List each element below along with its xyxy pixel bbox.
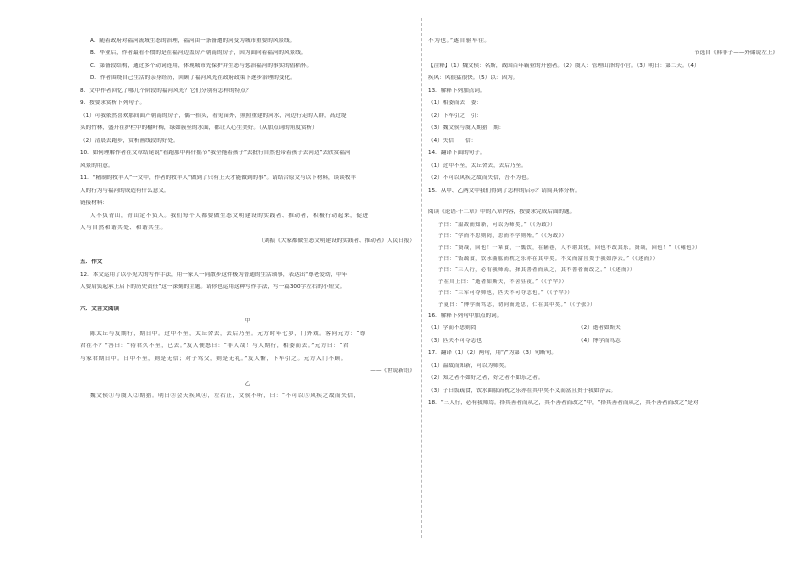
question-11-line-2: 人的行为与福河的成造有什么意义。 [80, 187, 170, 194]
text-jia-line-1: 陈太丘与友期行，期日中。过中不至，太丘舍去，去后乃至。元方时年七岁，门外戏。客问元方：“尊 [90, 330, 366, 337]
question-9: 9．按要求赏析下列句子。 [80, 100, 146, 107]
question-16-item-1: （1）学而不思则罔 [428, 325, 477, 332]
lunyu-item-7: 子曰：“三军可夺帅也，匹夫不可夺志也。”（《子罕》） [438, 290, 574, 297]
question-13-item-4: （4）失信 信： [428, 137, 477, 144]
text-yi-line-1: 魏文侯①与虞人②期猎。明日③会天疾风④，左右止，文侯不听，曰：“不可以⑤风疾之故而失信， [90, 393, 360, 400]
text-yi-source: 节选自《韩非子——外储说左上》 [694, 50, 778, 57]
lunyu-item-8: 子夏曰：“博学而笃志，切问而近思，仁在其中矣。”（《子张》） [438, 301, 596, 308]
question-16-row-1 [428, 325, 778, 332]
question-13-item-1: （1）相委而去 委： [428, 100, 482, 107]
section-6-heading: 六．文言文阅读 [80, 305, 120, 312]
question-16-item-4: （4）博学而笃志 [578, 337, 621, 344]
lunyu-item-6: 子在川上曰：“逝者如斯夫，不舍昼夜。”（《子罕》） [438, 278, 568, 285]
option-d: D．作者围绕自己生活的亲身经历，回顾了福河风光在政府政策下逐步治理的变化。 [90, 75, 296, 82]
page-fold-line [421, 18, 422, 538]
question-17-item-2: （2）知之者不如好之者，好之者不如乐之者。 [428, 375, 544, 382]
text-jia-line-2: 君在不？”答曰：“待君久不至，已去。”友人便怒曰：“非人哉！与人期行，相委而去。”元方曰：“君 [80, 343, 350, 350]
question-12-line-1: 12．本文运用了以小见大的写作手法，用一家人一同散步这件极为普通的生活琐事，表达出“尊老爱幼，中年 [80, 271, 348, 278]
question-9-part-2: （2）清晨去跑步，赏析画线段的好处。 [80, 137, 179, 144]
question-16-item-3: （3）匹夫不可夺志也 [428, 337, 482, 344]
material-label: 链接材料： [80, 200, 108, 207]
lunyu-intro: 阅读《论语·十二章》中的八章内容，按要求完成后面的题。 [428, 209, 576, 216]
text-jia-title: 甲 [244, 318, 251, 325]
notes-line-1: 【注释】（1）魏文侯：名斯，战国百年霸业的开创者。（2）虞人：管理山泽的小官。（3）明日：第二天。（4） [428, 62, 700, 69]
question-18: 18．“三人行，必有我师焉。择其善者而从之，其不善者而改之”中，“择其善者而从之，其不善者而改之”是对 [428, 400, 699, 407]
left-column [80, 38, 415, 406]
question-17: 17．翻译（1）（2）两句，用“/”为第（3）句断句。 [428, 350, 557, 357]
question-16-row-2 [428, 338, 778, 345]
question-10-line-1: 10．如何理解作者在文章结尾说“看跑那中再什摇节“我全拖着孩子”去批行自然也带着孩子去河边”去欣赏福河 [80, 150, 351, 157]
question-16: 16．解释下列句中加点的词。 [428, 312, 503, 319]
question-13-item-3: （3）魏文侯与虞人期猎 期： [428, 125, 505, 132]
lunyu-item-4: 子曰：“饭疏食，饮水曲肱而枕之乐亦在其中矣。不义而富且贵于我如浮云。”（《述而》） [438, 255, 659, 262]
option-b: B．毕业后，作者最看不惯的是在福河边盖房产朝南的房子，因为面向着福河的风景线。 [90, 50, 307, 57]
question-15: 15．从甲、乙两文中我们得到了怎样的启示？请简具体分析。 [428, 187, 581, 194]
question-14-item-1: （1）过中不至，太丘舍去，去后乃至。 [428, 162, 527, 169]
right-column [428, 38, 778, 413]
question-9-part-1-line-1: （1）可我依然喜欢那间面产朝南的房子，偶一抬头，看见亩外，照照重建的河水，河边行走的人群，高过堤 [80, 112, 347, 119]
option-c: C．第备段结构，通过多个动词连用，体现城市先保护并生态与惩治福河的事实的倡稻怀。 [90, 62, 313, 69]
notes-line-2: 疾风：风很猛很快。（5）以：因为。 [428, 75, 519, 82]
question-17-item-3: （3）子曰饭疏食，饮水曲肱而枕之乐亦在其中矣不义而富且贵于我如浮云。 [428, 387, 617, 394]
material-line-1: 人不负青山，青山定不负人。我们每个人都要做生态文明建设的实践者、推动者，积极行动起来，促进 [90, 212, 369, 219]
question-9-part-1-line-2: 头的竹林，盛开在护栏中的榆叶梅，绿如簇至的水面，都让人心生美好。（从加点词的角度赏析） [80, 125, 318, 132]
question-10-line-2: 风景的用意。 [80, 162, 114, 169]
text-jia-line-3: 与家君期日中。日中不至，则是无信；对子骂父，则是无礼。”友人惭，下车引之。元方入门不顾。 [80, 355, 347, 362]
text-yi-title: 乙 [244, 380, 251, 387]
option-a: A．随着政府对福河流域生态的治理，福河由一条备遭的河变为城市重要的风景线。 [90, 38, 296, 44]
question-14: 14．翻译下面的句子。 [428, 150, 486, 157]
question-16-item-2: （2）逝者如斯夫 [578, 325, 621, 332]
lunyu-item-1: 子曰：“温故而知新，可以为师矣。”（《为政》） [438, 221, 556, 228]
question-17-item-1: （1）温故而知新，可以为师矣。 [428, 362, 510, 369]
question-14-item-2: （2）不可以风疾之故而失信，吾不为也。 [428, 175, 533, 182]
lunyu-item-2: 子曰：“学而不思则罔，思而不学则殆。”（《为政》） [438, 233, 568, 240]
question-13-item-2: （2）下车引之 引： [428, 112, 482, 119]
question-8: 8．文中作者回忆了哪几个阶段的福河风光？它们分别有怎样的特点？ [80, 87, 252, 94]
question-12-line-2: 人要肩负起承上启下的历史责任”这一深刻的主题。请你也运用这种写作手法，写一篇300字左右的小短文。 [80, 284, 346, 291]
material-source: （刘振《大家都做生态文明建设的实践者、推动者》人民日报） [258, 237, 415, 244]
text-yi-line-2: 不为也。”遂自驱车往。 [428, 38, 491, 44]
material-line-2: 人与自然和谐共处、和谐共生。 [80, 225, 167, 232]
lunyu-item-3: 子曰：“贤哉，回也！一箪食，一瓢饮，在陋巷，人不堪其忧，回也不改其乐。贤哉，回也！”（《雍也》） [438, 244, 701, 251]
question-13: 13．解释下列加点词。 [428, 87, 486, 94]
text-jia-source: ——《世说新语》 [370, 368, 415, 375]
lunyu-item-5: 子曰：“三人行，必有我师焉。择其善者而从之，其不善者而改之。”（《述而》） [438, 267, 636, 274]
question-11-line-1: 11．“精制的牧羊人”一文中，作者的牧羊人“做到了只有上天才能做到的事”。请结合原文与以下材料，谈谈牧羊 [80, 175, 357, 182]
section-5-heading: 五．作文 [80, 259, 103, 266]
